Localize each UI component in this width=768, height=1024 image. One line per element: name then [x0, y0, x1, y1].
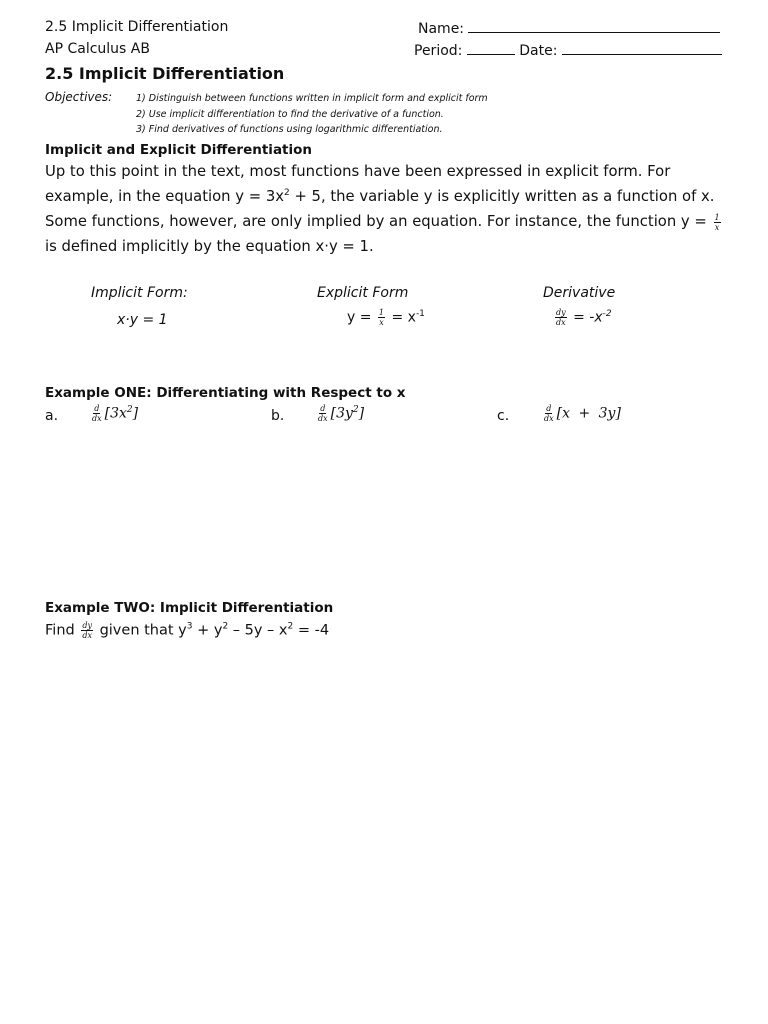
fraction: $\frac{1}{x}$ [378, 308, 385, 327]
example-one-item-a [45, 408, 58, 424]
derivative-value: $\frac{dy}{dx}$ = $-x^{-2}$ [556, 308, 612, 327]
fraction: $\frac{dy}{dx}$ [82, 621, 92, 640]
fraction: $\frac{d}{dx}$ [92, 404, 102, 423]
paragraph-text: + 5, the variable y is explicitly written as a function of x. Some functions, however, are only implied by an equation. For instance, the function y = [45, 188, 715, 230]
example-one-expr-b: $\frac{d}{dx}$ $[3y^2]$ [318, 404, 365, 423]
item-letter: b. [271, 408, 285, 424]
fraction: $\frac{d}{dx}$ [318, 404, 328, 423]
name-label: Name: [418, 21, 465, 37]
example-one-item-b [271, 408, 284, 424]
fraction: $\frac{d}{dx}$ [544, 404, 554, 423]
page-title: 2.5 Implicit Differentiation [45, 64, 285, 83]
example-one-heading: Example ONE: Differentiating with Respect to x [45, 385, 406, 401]
example-two-prompt: Find $\frac{dy}{dx}$ given that $y^3 + y^2 - 5y - x^2 = -4$ [45, 621, 330, 640]
objective-item: 2) Use implicit differentiation to find the derivative of a function. [136, 109, 444, 120]
paragraph-text: is defined implicitly by the equation x·y = 1. [45, 238, 374, 255]
intro-paragraph [45, 159, 725, 259]
fraction: $\frac{dy}{dx}$ [556, 308, 566, 327]
objectives-label: Objectives: [45, 90, 113, 104]
paragraph-text: Up to this point in the text, most functions have been expressed in explicit form. For example, in the equation y = 3x [45, 163, 671, 205]
example-one-expr-c: $\frac{d}{dx}$ [x + 3y] [544, 404, 621, 423]
name-row [418, 19, 720, 37]
objective-item: 1) Distinguish between functions written in implicit form and explicit form [136, 93, 488, 104]
date-label: Date: [519, 43, 558, 59]
item-letter: a. [45, 408, 59, 424]
explicit-form-value: y = $\frac{1}{x}$ = $x^{-1}$ [347, 308, 425, 327]
header-title: 2.5 Implicit Differentiation [45, 19, 229, 35]
section-heading-implicit-explicit: Implicit and Explicit Differentiation [45, 142, 313, 158]
example-two-heading: Example TWO: Implicit Differentiation [45, 600, 334, 616]
exponent: 2 [284, 188, 290, 199]
derivative-header: Derivative [543, 285, 616, 301]
period-label: Period: [414, 43, 463, 59]
objective-item: 3) Find derivatives of functions using logarithmic differentiation. [136, 124, 443, 135]
example-one-expr-a: $\frac{d}{dx}$ $[3x^2]$ [92, 404, 139, 423]
item-letter: c. [497, 408, 510, 424]
date-field[interactable] [562, 41, 722, 55]
implicit-form-value: x·y = 1 [117, 312, 168, 328]
header-course: AP Calculus AB [45, 41, 150, 57]
explicit-form-header: Explicit Form [317, 285, 409, 301]
fraction: $\frac{1}{x}$ [714, 212, 720, 232]
example-one-item-c [497, 408, 509, 424]
implicit-form-header: Implicit Form: [91, 285, 188, 301]
period-date-row [414, 41, 722, 59]
name-field[interactable] [468, 19, 720, 33]
period-field[interactable] [467, 41, 515, 55]
